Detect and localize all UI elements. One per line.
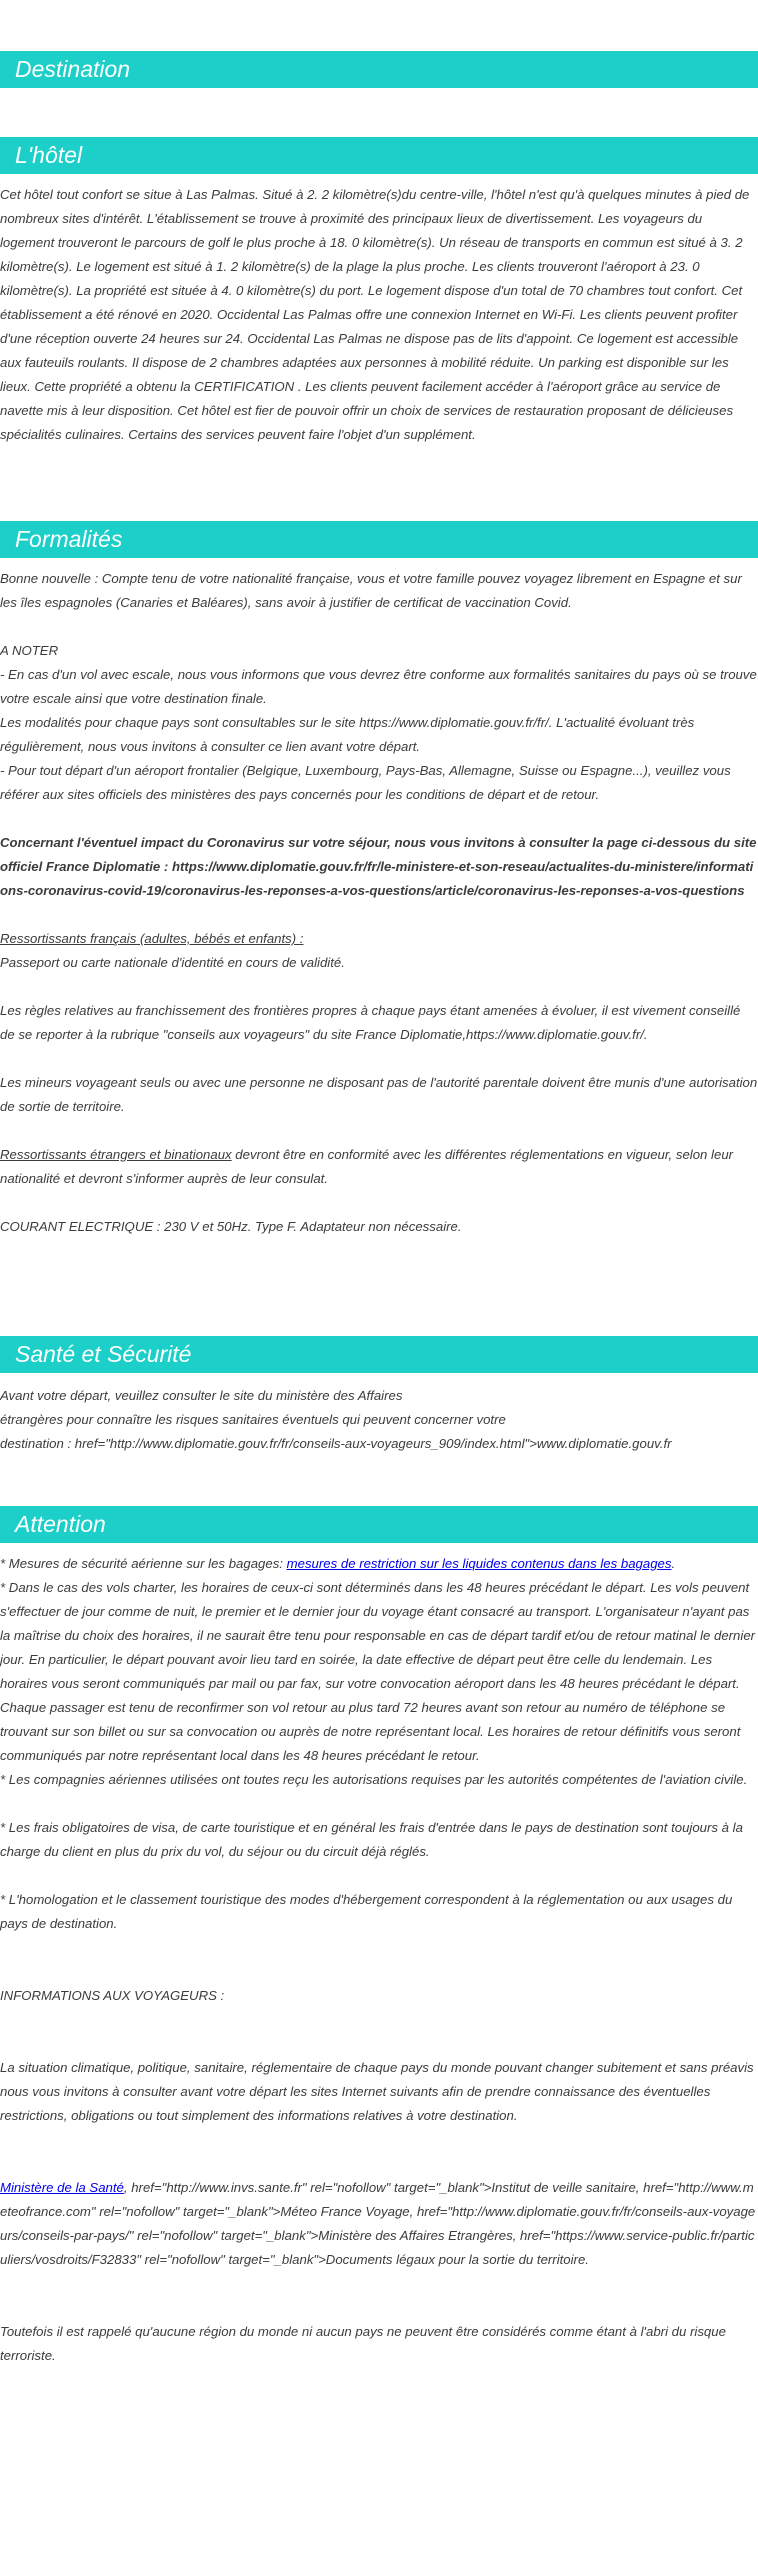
sante-line-2: étrangères pour connaître les risques sanitaires éventuels qui peuvent concerner votre — [0, 1412, 506, 1427]
hotel-description — [0, 183, 758, 447]
mineurs-text: Les mineurs voyageant seuls ou avec une personne ne disposant pas de l'autorité parentale doivent être munis d'une autorisation de sortie de territoire. — [0, 1075, 758, 1114]
section-sante-header — [0, 1336, 758, 1373]
section-destination-header — [0, 51, 758, 88]
situation-text-1: La situation climatique, politique, sanitaire, réglementaire de chaque pays du monde pouvant changer subitement et sans préavis — [0, 2060, 754, 2075]
ministere-links-text: , href="http://www.invs.sante.fr" rel="nofollow" target="_blank">Institut de veille sanitaire, href="http://www.meteofrance.com" rel="nofollow" target="_blank">Méteo France Voyage, href="http://www.diplomatie.gouv.fr/fr/conseils-aux-voyageurs/conseils-par-pays/" rel="nofollow" target="_blank">Ministère des Affaires Etrangères, href="https://www.service-public.fr/particuliers/vosdroits/F32833" rel="nofollow" target="_blank">Documents légaux pour la sortie du territoire. — [0, 2180, 756, 2267]
bagages-link[interactable]: mesures de restriction sur les liquides contenus dans les bagages — [286, 1556, 672, 1571]
ressortissants-title: Ressortissants français (adultes, bébés et enfants) : — [0, 931, 304, 946]
coronavirus-notice: Concernant l'éventuel impact du Coronavirus sur votre séjour, nous vous invitons à consulter la page ci-dessous du site officiel France Diplomatie : https://www.diplomatie.gouv.fr/fr/le-ministere-et-son-reseau/actualites-du-ministere/informations-coronavirus-covid-19/coronavirus-les-reponses-a-vos-questions/article/coronavirus-les-reponses-a-vos-questions — [0, 835, 757, 898]
homologation-text: * L'homologation et le classement touristique des modes d'hébergement correspondent à la réglementation ou aux usages du pays de destination. — [0, 1892, 733, 1931]
etrangers-paragraph — [0, 1143, 758, 1191]
etrangers-text: devront être en conformité avec les différentes réglementations en vigueur, selon leur nationalité et devront s'informer auprès de leur consulat. — [0, 1147, 734, 1186]
courant-electrique: COURANT ELECTRIQUE : 230 V et 50Hz. Type F. Adaptateur non nécessaire. — [0, 1219, 462, 1234]
section-title: Santé et Sécurité — [15, 1341, 192, 1367]
section-attention-header — [0, 1506, 758, 1543]
noter-title: A NOTER — [0, 643, 59, 658]
attention-body — [0, 1552, 758, 2368]
sante-body — [0, 1384, 758, 1456]
bagages-paragraph — [0, 1552, 758, 1576]
section-title: Formalités — [15, 526, 123, 552]
compagnies-text: * Les compagnies aériennes utilisées ont toutes reçu les autorisations requises par les autorités compétentes de l'aviation civile. — [0, 1772, 748, 1787]
formalites-intro: Bonne nouvelle : Compte tenu de votre nationalité française, vous et votre famille pouvez voyagez librement en Espagne et sur les îles espagnoles (Canaries et Baléares), sans avoir à justifier de certificat de vaccination Covid. — [0, 571, 742, 610]
terrorisme-text: Toutefois il est rappelé qu'aucune région du monde ni aucun pays ne peuvent être considérés comme étant à l'abri du risque terroriste. — [0, 2324, 726, 2363]
ministere-sante-link[interactable]: Ministère de la Santé — [0, 2180, 124, 2195]
section-formalites-header — [0, 521, 758, 558]
section-title: Attention — [15, 1511, 106, 1537]
etrangers-title: Ressortissants étrangers et binationaux — [0, 1147, 232, 1162]
charter-text: * Dans le cas des vols charter, les horaires de ceux-ci sont déterminés dans les 48 heures précédant le départ. Les vols peuvent s'effectuer de jour comme de nuit, le premier et le dernier jour du voyage étant consacré au transport. L'organisateur n'ayant pas la maîtrise du choix des horaires, il ne saurait être tenu pour responsable en cas de départ tardif et/ou de retour matinal le dernier jour. En particulier, le départ pouvant avoir lieu tard en soirée, la date effective de départ peut être celle du lendemain. Les horaires vous seront communiqués par mail ou par fax, sur votre convocation aéroport dans les 48 heures précédant le départ. Chaque passager est tenu de reconfirmer son vol retour au plus tard 72 heures avant son retour au numéro de téléphone se trouvant sur son billet ou sur sa convocation ou auprès de notre représentant local. Les horaires de retour définitifs vous seront communiqués par notre représentant local dans les 48 heures précédant le retour. — [0, 1580, 756, 1763]
sante-line-1: Avant votre départ, veuillez consulter le site du ministère des Affaires — [0, 1388, 403, 1403]
noter-frontalier: - Pour tout départ d'un aéroport frontalier (Belgique, Luxembourg, Pays-Bas, Allemagne, Suisse ou Espagne...), veuillez vous référer aux sites officiels des ministères des pays concernés pour les conditions de départ et de retour. — [0, 763, 731, 802]
bagages-suffix: . — [671, 1556, 676, 1571]
ressortissants-text: Passeport ou carte nationale d'identité en cours de validité. — [0, 955, 345, 970]
situation-text-2: nous vous invitons à consulter avant votre départ les sites Internet suivants afin de prendre connaissance des éventuelles restrictions, obligations ou tout simplement des informations relatives à votre destination. — [0, 2084, 711, 2123]
info-voyageurs-title: INFORMATIONS AUX VOYAGEURS : — [0, 1988, 225, 2003]
sante-line-3: destination : href="http://www.diplomatie.gouv.fr/fr/conseils-aux-voyageurs_909/index.html">www.diplomatie.gouv.fr — [0, 1436, 672, 1451]
section-title: L'hôtel — [15, 142, 83, 168]
hotel-text: Cet hôtel tout confort se situe à Las Palmas. Situé à 2. 2 kilomètre(s)du centre-ville, l'hôtel n'est qu'à quelques minutes à pied de nombreux sites d'intérêt. L'établissement se trouve à proximité des principaux lieux de divertissement. Les voyageurs du logement trouveront le parcours de golf le plus proche à 18. 0 kilomètre(s). Un réseau de transports en commun est situé à 3. 2 kilomètre(s). Le logement est situé à 1. 2 kilomètre(s) de la plage la plus proche. Les clients trouveront l'aéroport à 23. 0 kilomètre(s). La propriété est située à 4. 0 kilomètre(s) du port. Le logement dispose d'un total de 70 chambres tout confort. Cet établissement a été rénové en 2020. Occidental Las Palmas offre une connexion Internet en Wi-Fi. Les clients peuvent profiter d'une réception ouverte 24 heures sur 24. Occidental Las Palmas ne dispose pas de lits d'appoint. Ce logement est accessible aux fauteuils roulants. Il dispose de 2 chambres adaptées aux personnes à mobilité réduite. Un parking est disponible sur les lieux. Cette propriété a obtenu la CERTIFICATION . Les clients peuvent facilement accéder à l'aéroport grâce au service de navette mis à leur disposition. Cet hôtel est fier de pouvoir offrir un choix de services de restauration proposant de délicieuses spécialités culinaires. Certains des services peuvent faire l'objet d'un supplément. — [0, 187, 750, 442]
section-title: Destination — [15, 56, 131, 82]
frontieres-text: Les règles relatives au franchissement des frontières propres à chaque pays étant amenées à évoluer, il est vivement conseillé de se reporter à la rubrique "conseils aux voyageurs" du site France Diplomatie,https://www.diplomatie.gouv.fr/. — [0, 1003, 741, 1042]
bagages-prefix: * Mesures de sécurité aérienne sur les bagages: — [0, 1556, 287, 1571]
frais-text: * Les frais obligatoires de visa, de carte touristique et en général les frais d'entrée dans le pays de destination sont toujours à la charge du client en plus du prix du vol, du séjour ou du circuit déjà réglés. — [0, 1820, 743, 1859]
noter-modalites: Les modalités pour chaque pays sont consultables sur le site https://www.diplomatie.gouv.fr/fr/. L'actualité évoluant très régulièrement, nous vous invitons à consulter ce lien avant votre départ. — [0, 715, 695, 754]
formalites-body — [0, 567, 758, 1239]
ministere-paragraph — [0, 2176, 758, 2272]
noter-escale: - En cas d'un vol avec escale, nous vous informons que vous devrez être conforme aux formalités sanitaires du pays où se trouve votre escale ainsi que votre destination finale. — [0, 667, 757, 706]
section-hotel-header — [0, 137, 758, 174]
